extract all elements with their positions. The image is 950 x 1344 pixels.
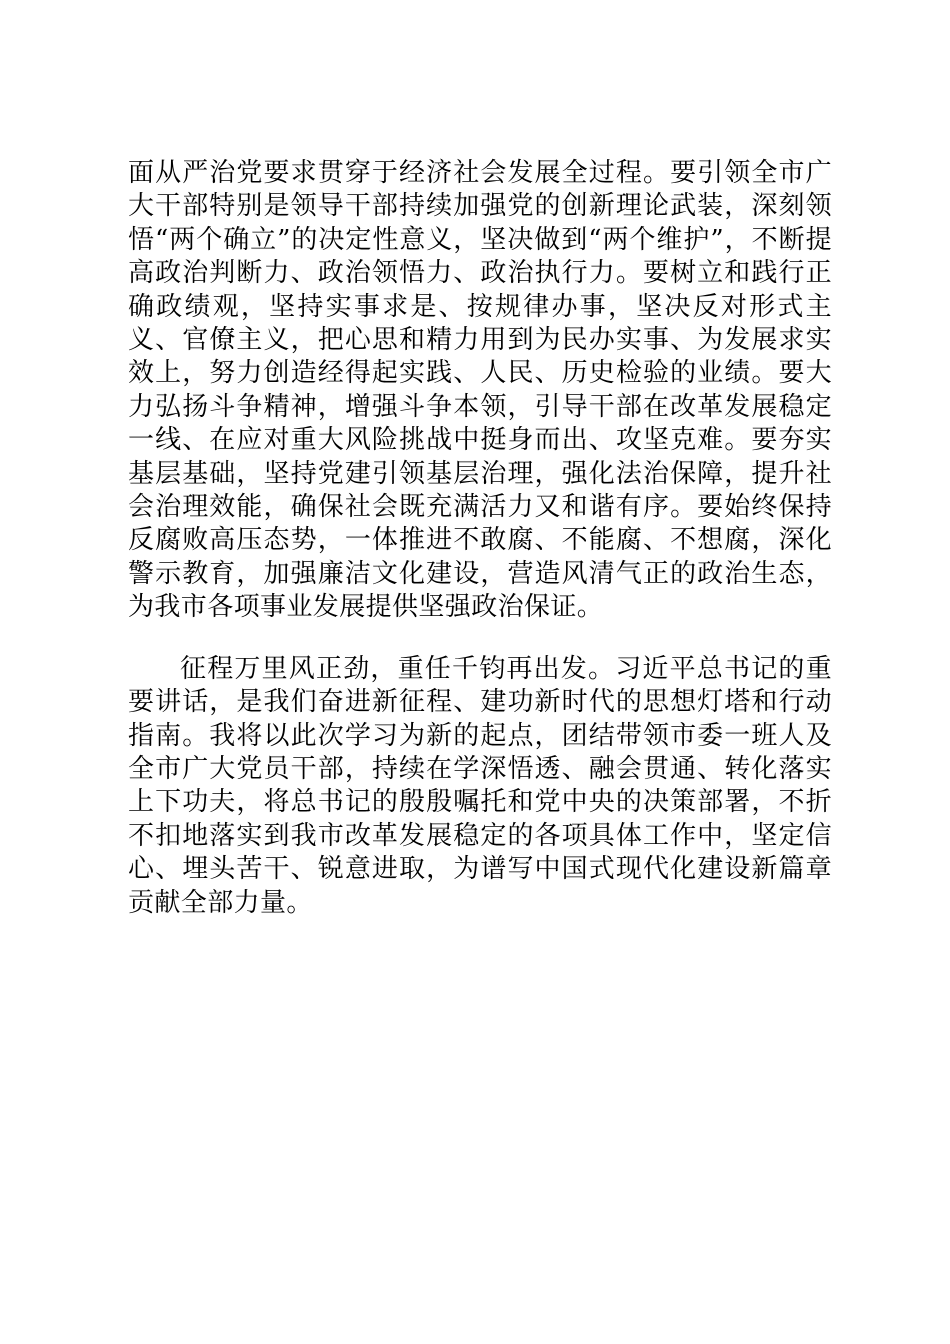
document-body bbox=[128, 157, 832, 920]
paragraph-conclusion: 征程万里风正劲，重任千钧再出发。习近平总书记的重要讲话，是我们奋进新征程、建功新时代的思想灯塔和行动指南。我将以此次学习为新的起点，团结带领市委一班人及全市广大党员干部，持续在学深悟透、融会贯通、转化落实上下功夫，将总书记的殷殷嘱托和党中央的决策部署，不折不扣地落实到我市改革发展稳定的各项具体工作中，坚定信心、埋头苦干、锐意进取，为谱写中国式现代化建设新篇章贡献全部力量。 bbox=[128, 653, 832, 918]
paragraph-continuation: 面从严治党要求贯穿于经济社会发展全过程。要引领全市广大干部特别是领导干部持续加强党的创新理论武装，深刻领悟“两个确立”的决定性意义，坚决做到“两个维护”，不断提高政治判断力、政治领悟力、政治执行力。要树立和践行正确政绩观，坚持实事求是、按规律办事，坚决反对形式主义、官僚主义，把心思和精力用到为民办实事、为发展求实效上，努力创造经得起实践、人民、历史检验的业绩。要大力弘扬斗争精神，增强斗争本领，引导干部在改革发展稳定一线、在应对重大风险挑战中挺身而出、攻坚克难。要夯实基层基础，坚持党建引领基层治理，强化法治保障，提升社会治理效能，确保社会既充满活力又和谐有序。要始终保持反腐败高压态势，一体推进不敢腐、不能腐、不想腐，深化警示教育，加强廉洁文化建设，营造风清气正的政治生态，为我市各项事业发展提供坚强政治保证。 bbox=[128, 158, 832, 623]
